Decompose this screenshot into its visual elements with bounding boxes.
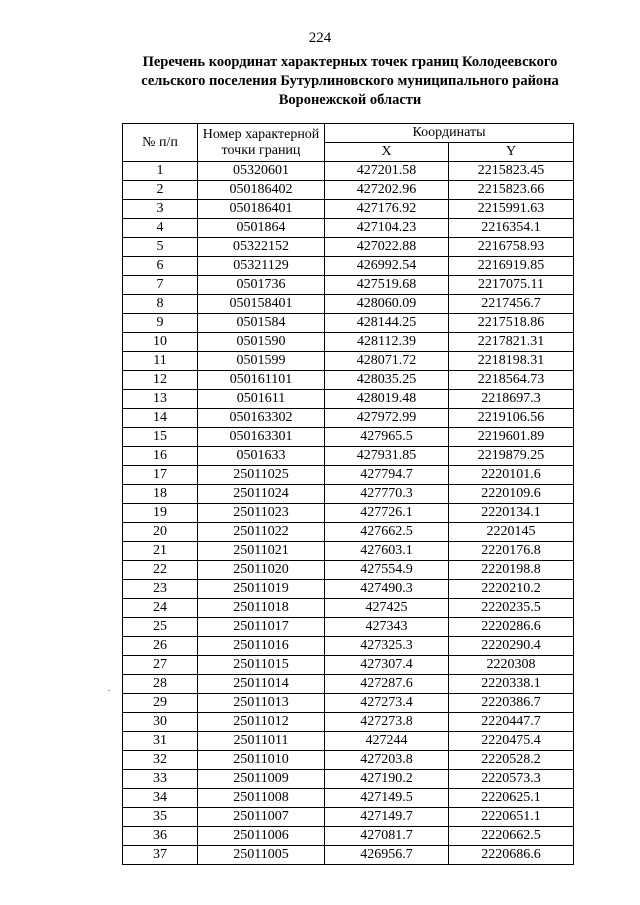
cell-number: 29 — [123, 694, 198, 713]
coordinates-table — [122, 123, 574, 865]
cell-x: 427770.3 — [325, 485, 449, 504]
cell-y: 2216919.85 — [449, 257, 574, 276]
cell-point-number: 25011018 — [198, 599, 325, 618]
table-row — [123, 333, 574, 352]
table-row — [123, 352, 574, 371]
cell-point-number: 25011021 — [198, 542, 325, 561]
cell-number: 22 — [123, 561, 198, 580]
cell-number: 27 — [123, 656, 198, 675]
cell-point-number: 0501633 — [198, 447, 325, 466]
cell-number: 3 — [123, 200, 198, 219]
table-row — [123, 295, 574, 314]
cell-number: 28 — [123, 675, 198, 694]
cell-number: 33 — [123, 770, 198, 789]
cell-point-number: 05320601 — [198, 162, 325, 181]
cell-x: 427203.8 — [325, 751, 449, 770]
cell-point-number: 05322152 — [198, 238, 325, 257]
cell-x: 427794.7 — [325, 466, 449, 485]
cell-y: 2217518.86 — [449, 314, 574, 333]
cell-number: 30 — [123, 713, 198, 732]
cell-point-number: 050161101 — [198, 371, 325, 390]
cell-y: 2220573.3 — [449, 770, 574, 789]
table-row — [123, 827, 574, 846]
cell-y: 2218564.73 — [449, 371, 574, 390]
cell-y: 2219106.56 — [449, 409, 574, 428]
cell-point-number: 05321129 — [198, 257, 325, 276]
cell-x: 427972.99 — [325, 409, 449, 428]
table-row — [123, 618, 574, 637]
table-row — [123, 751, 574, 770]
document-title — [110, 53, 590, 110]
cell-x: 427603.1 — [325, 542, 449, 561]
cell-point-number: 25011016 — [198, 637, 325, 656]
table-row — [123, 428, 574, 447]
table-row — [123, 523, 574, 542]
table-row — [123, 238, 574, 257]
page-number: 224 — [308, 30, 332, 46]
cell-number: 7 — [123, 276, 198, 295]
cell-y: 2220198.8 — [449, 561, 574, 580]
cell-x: 428112.39 — [325, 333, 449, 352]
cell-y: 2220134.1 — [449, 504, 574, 523]
cell-number: 1 — [123, 162, 198, 181]
cell-y: 2220447.7 — [449, 713, 574, 732]
cell-y: 2220290.4 — [449, 637, 574, 656]
cell-point-number: 25011025 — [198, 466, 325, 485]
cell-number: 12 — [123, 371, 198, 390]
cell-y: 2217456.7 — [449, 295, 574, 314]
cell-x: 427965.5 — [325, 428, 449, 447]
cell-point-number: 25011006 — [198, 827, 325, 846]
table-row — [123, 542, 574, 561]
table-row — [123, 561, 574, 580]
table-row — [123, 846, 574, 865]
cell-y: 2220651.1 — [449, 808, 574, 827]
table-body — [123, 162, 574, 865]
cell-y: 2219601.89 — [449, 428, 574, 447]
cell-number: 24 — [123, 599, 198, 618]
cell-x: 427931.85 — [325, 447, 449, 466]
cell-x: 428071.72 — [325, 352, 449, 371]
cell-x: 427273.4 — [325, 694, 449, 713]
cell-point-number: 25011007 — [198, 808, 325, 827]
cell-point-number: 25011023 — [198, 504, 325, 523]
cell-point-number: 25011005 — [198, 846, 325, 865]
header-coordinates: Координаты — [325, 124, 574, 143]
table-row — [123, 390, 574, 409]
table-row — [123, 200, 574, 219]
cell-point-number: 25011013 — [198, 694, 325, 713]
table-row — [123, 504, 574, 523]
cell-x: 427202.96 — [325, 181, 449, 200]
cell-number: 21 — [123, 542, 198, 561]
cell-y: 2220308 — [449, 656, 574, 675]
table-row — [123, 808, 574, 827]
cell-x: 427273.8 — [325, 713, 449, 732]
title-line-3: Воронежской области — [278, 92, 422, 108]
cell-x: 427149.7 — [325, 808, 449, 827]
table-row — [123, 789, 574, 808]
cell-x: 427519.68 — [325, 276, 449, 295]
cell-y: 2220475.4 — [449, 732, 574, 751]
table-row — [123, 314, 574, 333]
cell-point-number: 25011012 — [198, 713, 325, 732]
header-y: Y — [449, 143, 574, 162]
cell-point-number: 0501611 — [198, 390, 325, 409]
table-row — [123, 276, 574, 295]
table-row — [123, 732, 574, 751]
cell-y: 2220109.6 — [449, 485, 574, 504]
cell-point-number: 25011024 — [198, 485, 325, 504]
cell-number: 17 — [123, 466, 198, 485]
cell-x: 428144.25 — [325, 314, 449, 333]
cell-number: 16 — [123, 447, 198, 466]
cell-x: 427554.9 — [325, 561, 449, 580]
cell-number: 34 — [123, 789, 198, 808]
cell-number: 31 — [123, 732, 198, 751]
table-row — [123, 580, 574, 599]
cell-y: 2220176.8 — [449, 542, 574, 561]
table-row — [123, 599, 574, 618]
table-row — [123, 656, 574, 675]
cell-point-number: 25011015 — [198, 656, 325, 675]
cell-number: 4 — [123, 219, 198, 238]
cell-y: 2218198.31 — [449, 352, 574, 371]
cell-y: 2220686.6 — [449, 846, 574, 865]
cell-point-number: 0501590 — [198, 333, 325, 352]
cell-y: 2218697.3 — [449, 390, 574, 409]
cell-number: 5 — [123, 238, 198, 257]
cell-number: 18 — [123, 485, 198, 504]
cell-y: 2215823.66 — [449, 181, 574, 200]
cell-x: 426956.7 — [325, 846, 449, 865]
cell-point-number: 0501864 — [198, 219, 325, 238]
cell-y: 2220338.1 — [449, 675, 574, 694]
cell-y: 2217821.31 — [449, 333, 574, 352]
table-row — [123, 162, 574, 181]
header-x: X — [325, 143, 449, 162]
cell-x: 427307.4 — [325, 656, 449, 675]
cell-point-number: 25011019 — [198, 580, 325, 599]
cell-number: 8 — [123, 295, 198, 314]
cell-point-number: 25011009 — [198, 770, 325, 789]
cell-point-number: 25011017 — [198, 618, 325, 637]
cell-x: 427662.5 — [325, 523, 449, 542]
cell-point-number: 25011008 — [198, 789, 325, 808]
cell-x: 427490.3 — [325, 580, 449, 599]
table-row — [123, 485, 574, 504]
cell-y: 2216758.93 — [449, 238, 574, 257]
cell-x: 428019.48 — [325, 390, 449, 409]
cell-point-number: 050186402 — [198, 181, 325, 200]
table-row — [123, 637, 574, 656]
cell-number: 9 — [123, 314, 198, 333]
cell-y: 2220286.6 — [449, 618, 574, 637]
cell-point-number: 25011022 — [198, 523, 325, 542]
cell-number: 35 — [123, 808, 198, 827]
table-row — [123, 257, 574, 276]
cell-x: 427726.1 — [325, 504, 449, 523]
table-row — [123, 466, 574, 485]
cell-point-number: 25011011 — [198, 732, 325, 751]
header-point-number: Номер характерной точки границ — [198, 124, 325, 162]
cell-x: 427425 — [325, 599, 449, 618]
cell-x: 427244 — [325, 732, 449, 751]
cell-y: 2220101.6 — [449, 466, 574, 485]
table-row — [123, 675, 574, 694]
cell-point-number: 0501584 — [198, 314, 325, 333]
cell-number: 15 — [123, 428, 198, 447]
cell-y: 2220145 — [449, 523, 574, 542]
cell-x: 427201.58 — [325, 162, 449, 181]
cell-y: 2220210.2 — [449, 580, 574, 599]
table-row — [123, 770, 574, 789]
cell-number: 37 — [123, 846, 198, 865]
cell-point-number: 050186401 — [198, 200, 325, 219]
table-row — [123, 694, 574, 713]
cell-x: 427176.92 — [325, 200, 449, 219]
cell-y: 2219879.25 — [449, 447, 574, 466]
title-line-1: Перечень координат характерных точек границ Колодеевского — [142, 54, 558, 70]
cell-number: 32 — [123, 751, 198, 770]
cell-y: 2217075.11 — [449, 276, 574, 295]
table-row — [123, 371, 574, 390]
table-row — [123, 219, 574, 238]
cell-y: 2220235.5 — [449, 599, 574, 618]
cell-number: 19 — [123, 504, 198, 523]
cell-number: 6 — [123, 257, 198, 276]
cell-x: 427190.2 — [325, 770, 449, 789]
table-row — [123, 181, 574, 200]
table-row — [123, 409, 574, 428]
cell-y: 2220528.2 — [449, 751, 574, 770]
cell-point-number: 050163302 — [198, 409, 325, 428]
cell-number: 26 — [123, 637, 198, 656]
cell-x: 427325.3 — [325, 637, 449, 656]
cell-x: 427081.7 — [325, 827, 449, 846]
cell-y: 2215991.63 — [449, 200, 574, 219]
cell-y: 2220662.5 — [449, 827, 574, 846]
cell-y: 2215823.45 — [449, 162, 574, 181]
cell-point-number: 25011010 — [198, 751, 325, 770]
header-number: № п/п — [123, 124, 198, 162]
cell-point-number: 0501599 — [198, 352, 325, 371]
cell-number: 2 — [123, 181, 198, 200]
cell-point-number: 25011020 — [198, 561, 325, 580]
cell-number: 36 — [123, 827, 198, 846]
cell-number: 23 — [123, 580, 198, 599]
cell-point-number: 25011014 — [198, 675, 325, 694]
cell-y: 2220625.1 — [449, 789, 574, 808]
cell-x: 428060.09 — [325, 295, 449, 314]
cell-x: 426992.54 — [325, 257, 449, 276]
cell-x: 427022.88 — [325, 238, 449, 257]
cell-number: 13 — [123, 390, 198, 409]
cell-number: 14 — [123, 409, 198, 428]
cell-number: 20 — [123, 523, 198, 542]
cell-point-number: 0501736 — [198, 276, 325, 295]
title-line-2: сельского поселения Бутурлиновского муниципального района — [141, 73, 559, 89]
cell-number: 10 — [123, 333, 198, 352]
cell-x: 427149.5 — [325, 789, 449, 808]
cell-y: 2216354.1 — [449, 219, 574, 238]
cell-y: 2220386.7 — [449, 694, 574, 713]
cell-x: 427287.6 — [325, 675, 449, 694]
cell-x: 427343 — [325, 618, 449, 637]
scan-mark — [108, 690, 110, 691]
cell-number: 25 — [123, 618, 198, 637]
cell-number: 11 — [123, 352, 198, 371]
table-row — [123, 447, 574, 466]
cell-point-number: 050158401 — [198, 295, 325, 314]
cell-point-number: 050163301 — [198, 428, 325, 447]
cell-x: 427104.23 — [325, 219, 449, 238]
table-row — [123, 713, 574, 732]
cell-x: 428035.25 — [325, 371, 449, 390]
